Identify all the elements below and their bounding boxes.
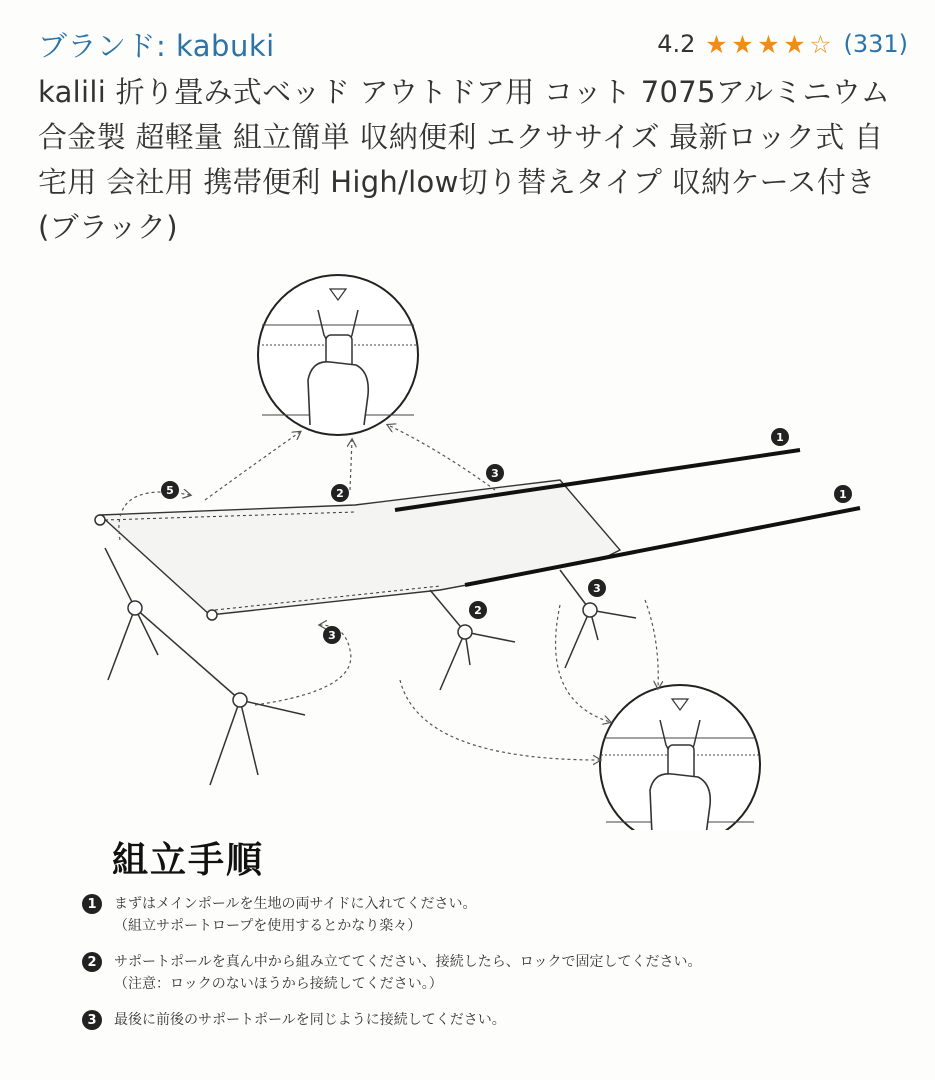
callout-5 (161, 481, 179, 499)
instructions-title: 組立手順 (112, 840, 265, 881)
svg-text:3: 3 (491, 467, 499, 480)
callout-3-left (323, 626, 341, 644)
star-full-icon: ★ (757, 29, 780, 59)
rating[interactable] (657, 30, 908, 58)
svg-text:2: 2 (336, 487, 344, 500)
star-empty-icon: ☆ (809, 29, 832, 59)
star-full-icon: ★ (705, 29, 728, 59)
brand-rating-row (38, 22, 908, 66)
instructions-list (82, 893, 882, 1045)
callout-3-right (588, 579, 606, 597)
star-full-icon: ★ (731, 29, 754, 59)
step-number-icon: 2 (82, 952, 102, 972)
brand-link[interactable]: ブランド: kabuki (38, 28, 275, 63)
rating-stars[interactable] (703, 29, 833, 59)
product-title: kalili 折り畳み式ベッド アウトドア用 コット 7075アルミニウム合金製 超軽量 組立簡単 収納便利 エクササイズ 最新ロック式 自宅用 会社用 携帯便利 High/low切り替えタイプ 収納ケース付き (ブラック) (38, 75, 891, 244)
callout-2-middle (469, 601, 487, 619)
instruction-step (82, 893, 882, 937)
step-number-icon: 1 (82, 894, 102, 914)
step-note: （組立サポートロープを使用するとかなり楽々） (114, 918, 422, 934)
instruction-step (82, 1009, 882, 1031)
callout-1-bottom (834, 485, 852, 503)
step-text: まずはメインポールを生地の両サイドに入れてください。 (114, 896, 477, 912)
assembly-diagram (0, 270, 935, 830)
lock-detail-bottom-illustration (600, 685, 760, 830)
step-note: （注意：ロックのないほうから接続してください。） (114, 976, 443, 992)
svg-text:5: 5 (166, 484, 174, 497)
star-full-icon: ★ (783, 29, 806, 59)
svg-text:2: 2 (474, 604, 482, 617)
step-number-icon: 3 (82, 1010, 102, 1030)
svg-text:3: 3 (593, 582, 601, 595)
rating-score: 4.2 (657, 30, 696, 58)
svg-text:1: 1 (839, 488, 847, 501)
callout-1-top (771, 428, 789, 446)
callout-2-top (331, 484, 349, 502)
step-text: サポートポールを真ん中から組み立ててください、接続したら、ロックで固定してください。 (114, 954, 702, 970)
product-header (38, 22, 908, 250)
svg-text:1: 1 (776, 431, 784, 444)
callout-3-top (486, 464, 504, 482)
rating-count-link[interactable]: (331) (843, 30, 908, 58)
instruction-step (82, 951, 882, 995)
svg-text:3: 3 (328, 629, 336, 642)
lock-detail-top-illustration (258, 275, 418, 435)
step-text: 最後に前後のサポートポールを同じように接続してください。 (114, 1012, 506, 1028)
